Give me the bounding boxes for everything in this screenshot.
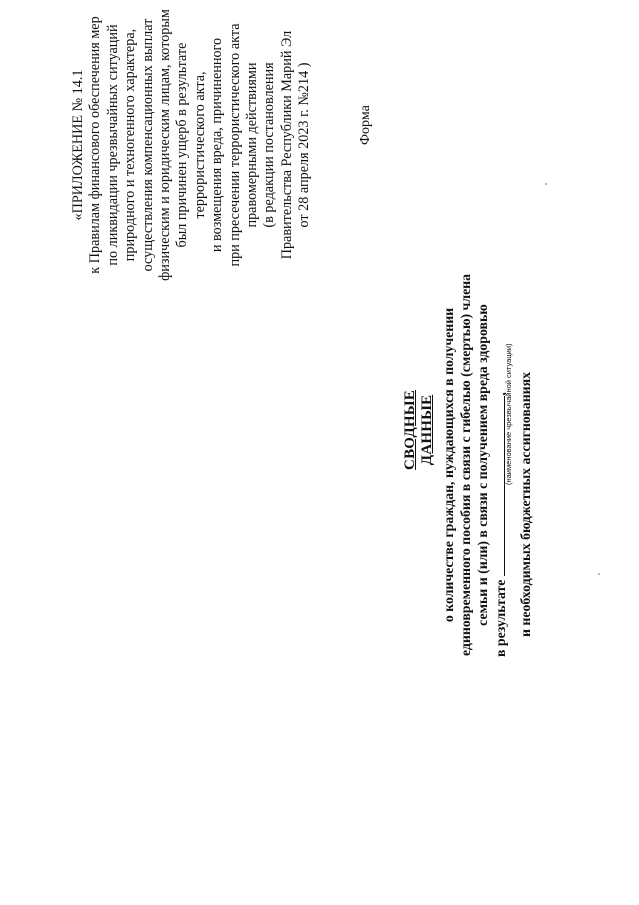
description-line: семьи и (или) в связи с получением вреда здоровью	[475, 304, 491, 626]
appendix-line: при пресечении террористического акта	[226, 23, 243, 267]
emergency-name-blank	[493, 396, 505, 576]
appendix-line: от 28 апреля 2023 г. №214 )	[296, 62, 313, 228]
scan-speck	[545, 183, 547, 185]
description-line: единовременного пособия в связи с гибелью (смертью) члена	[458, 273, 474, 657]
appendix-header	[70, 0, 314, 295]
form-label: Форма	[358, 105, 373, 145]
appendix-line: правомерными действиями	[244, 62, 261, 228]
blank-caption: (наименование чрезвычайной ситуации)	[504, 343, 513, 485]
in-result-suffix: ,	[492, 392, 508, 396]
description-line: о количестве граждан, нуждающихся в получении	[441, 307, 456, 623]
appendix-line: террористического акта,	[191, 71, 208, 219]
appendix-line: «ПРИЛОЖЕНИЕ № 14.1	[70, 69, 86, 221]
appendix-line: Правительства Республики Марий Эл	[278, 30, 295, 260]
appendix-line: был причинен ущерб в результате	[174, 42, 191, 248]
appendix-line: (в редакции постановления	[261, 62, 278, 228]
appendix-line: к Правилам финансового обеспечения мер	[87, 16, 104, 274]
appendix-line: и возмещения вреда, причиненного	[209, 37, 226, 253]
form-description	[440, 255, 509, 675]
appendix-line: осуществления компенсационных выплат	[139, 18, 156, 272]
appendix-line: природного и техногенного характера,	[122, 28, 139, 262]
scan-speck	[598, 573, 600, 575]
description-last-line: и необходимых бюджетных ассигнованиях	[518, 372, 533, 637]
appendix-line: физическим и юридическим лицам, которым	[157, 9, 174, 281]
in-result-prefix: в результате	[492, 579, 508, 657]
page-title: СВОДНЫЕ ДАННЫЕ	[402, 390, 435, 470]
appendix-line: по ликвидации чрезвычайных ситуаций	[104, 24, 121, 266]
